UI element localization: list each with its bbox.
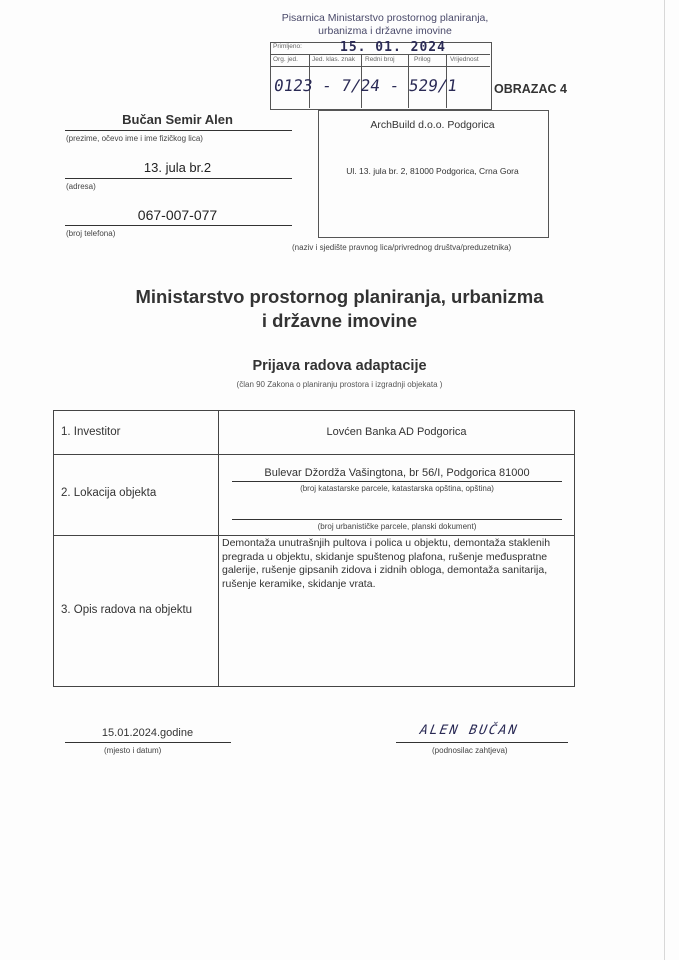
applicant-phone: 067-007-077 xyxy=(137,207,218,223)
page-edge xyxy=(664,0,665,960)
location-line xyxy=(232,481,562,482)
stamp-col-klas: Jed. klas. znak xyxy=(312,56,355,63)
table-border-bottom xyxy=(53,686,575,687)
ministry-title xyxy=(0,285,679,333)
table-row-divider xyxy=(53,454,575,455)
ministry-title-line2: i državne imovine xyxy=(261,310,418,331)
row-investor-label: 1. Investitor xyxy=(61,426,121,438)
place-date-caption: (mjesto i datum) xyxy=(104,746,162,755)
applicant-name: Bučan Semir Alen xyxy=(122,112,233,127)
table-border-left xyxy=(53,410,54,687)
row-location-label: 2. Lokacija objekta xyxy=(61,487,157,499)
applicant-phone-line xyxy=(65,225,292,226)
stamp-received-date: 15. 01. 2024 xyxy=(340,40,446,55)
stamp-col-vrijednost: Vrijednost xyxy=(450,56,479,63)
table-border-right xyxy=(574,410,575,687)
legal-entity-caption: (naziv i sjedište pravnog lica/privrednog društva/preduzetnika) xyxy=(292,243,512,252)
applicant-address: 13. jula br.2 xyxy=(143,160,212,175)
applicant-phone-caption: (broj telefona) xyxy=(66,229,116,238)
stamp-col-redni: Redni broj xyxy=(365,56,395,63)
stamp-col-prilog: Prilog xyxy=(414,56,431,63)
form-title: Prijava radova adaptacije xyxy=(252,358,427,374)
stamp-title-line1: Pisarnica Ministarstvo prostornog planiranja, xyxy=(281,12,489,24)
location-caption-cadastral: (broj katastarske parcele, katastarska opština, opština) xyxy=(300,484,494,493)
applicant-address-caption: (adresa) xyxy=(66,182,96,191)
applicant-name-line xyxy=(65,130,292,131)
law-reference: (član 90 Zakona o planiranju prostora i izgradnji objekata ) xyxy=(236,380,443,389)
table-column-divider xyxy=(218,410,219,687)
location-caption-urban: (broj urbanističke parcele, planski dokument) xyxy=(317,522,477,531)
stamp-col-org: Org. jed. xyxy=(273,56,298,63)
legal-entity-name: ArchBuild d.o.o. Podgorica xyxy=(370,119,495,131)
form-code: OBRAZAC 4 xyxy=(494,82,567,96)
stamp-received-label: Primljeno: xyxy=(273,43,302,50)
urban-parcel-line xyxy=(232,519,562,520)
table-border-top xyxy=(53,410,575,411)
applicant-name-caption: (prezime, očevo ime i ime fizičkog lica) xyxy=(66,134,203,143)
registry-stamp-title xyxy=(275,12,495,38)
stamp-title-line2: urbanizma i državne imovine xyxy=(318,25,452,37)
applicant-address-line xyxy=(65,178,292,179)
place-date-line xyxy=(65,742,231,743)
ministry-title-line1: Ministarstvo prostornog planiranja, urbanizma xyxy=(135,286,544,307)
legal-entity-address: Ul. 13. jula br. 2, 81000 Podgorica, Crna Gora xyxy=(346,166,519,176)
row-description-label: 3. Opis radova na objektu xyxy=(61,604,193,616)
row-description-value: Demontaža unutrašnjih pultova i polica u objektu, demontaža staklenih pregrada u objektu, skidanje spuštenog plafona, rušenje međuspratne galerije, rušenje gipsanih zidova i zidnih obloga, demontaža sanitarija, rušenje keramike, skidanje vrata. xyxy=(222,537,551,590)
row-location-value: Bulevar Džordža Vašingtona, br 56/I, Podgorica 81000 xyxy=(264,467,530,479)
applicant-signature: ALEN BUČAN xyxy=(418,723,520,738)
signature-line xyxy=(396,742,568,743)
stamp-file-number: 0123 - 7/24 - 529/1 xyxy=(272,76,459,95)
signature-caption: (podnosilac zahtjeva) xyxy=(432,746,508,755)
place-date: 15.01.2024.godine xyxy=(101,727,194,739)
row-investor-value: Lovćen Banka AD Podgorica xyxy=(326,426,467,438)
table-row-divider xyxy=(53,535,575,536)
